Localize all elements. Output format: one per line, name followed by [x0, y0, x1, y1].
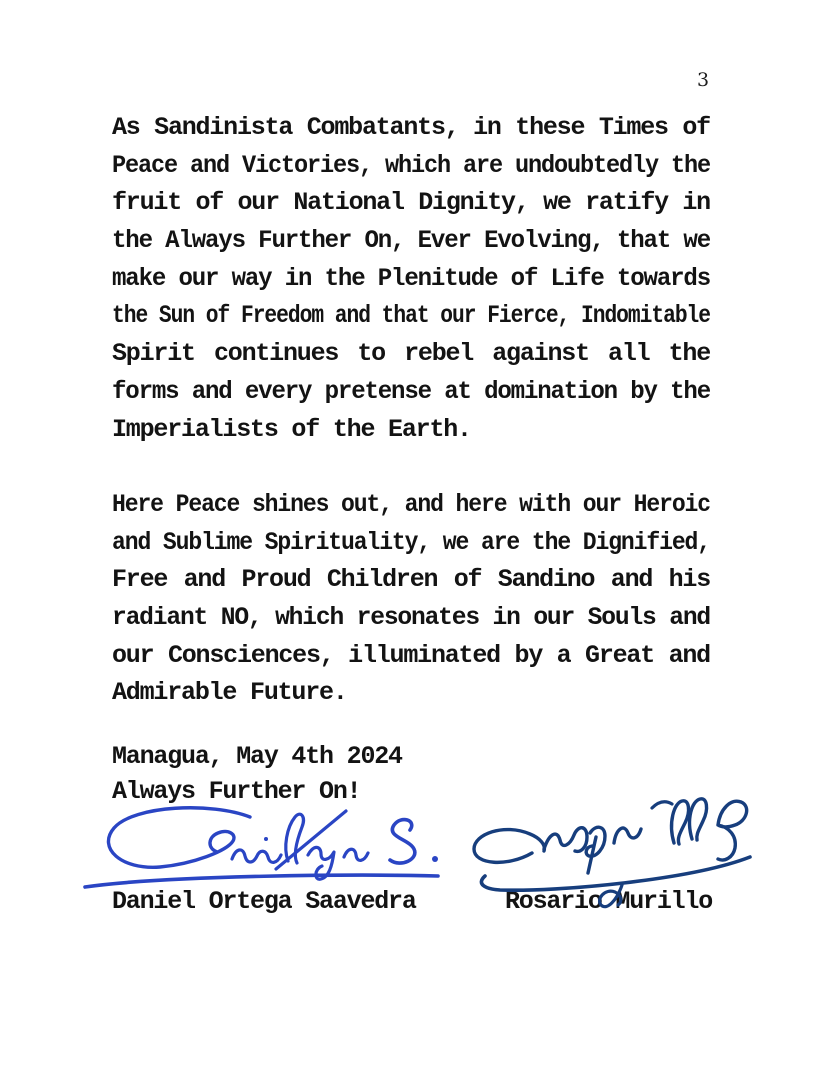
- signatory-name-daniel-ortega: Daniel Ortega Saavedra: [112, 887, 416, 916]
- text-line: the Always Further On, Ever Evolving, that we: [112, 226, 710, 256]
- text-line: our Consciences, illuminated by a Great and: [112, 640, 710, 670]
- text-line: Peace and Victories, which are undoubtedly the: [112, 150, 710, 180]
- daniel-ortega-signature: [80, 803, 448, 899]
- closing-date-line: Managua, May 4th 2024: [112, 742, 402, 771]
- text-line: and Sublime Spirituality, we are the Dignified,: [112, 527, 710, 557]
- text-line: Free and Proud Children of Sandino and his: [112, 565, 710, 595]
- rosario-murillo-signature: [466, 791, 763, 925]
- text-line: Spirit continues to rebel against all the: [112, 339, 710, 369]
- closing-motto-line: Always Further On!: [112, 777, 361, 806]
- text-line: radiant NO, which resonates in our Souls and: [112, 603, 710, 633]
- body-paragraph-2: [112, 486, 710, 712]
- page-number: 3: [697, 69, 710, 91]
- signatory-name-rosario-murillo: Rosario Murillo: [505, 887, 713, 916]
- text-line: the Sun of Freedom and that our Fierce, Indomitable: [112, 301, 710, 331]
- text-line: fruit of our National Dignity, we ratify in: [112, 188, 710, 218]
- text-line: make our way in the Plenitude of Life towards: [112, 263, 710, 293]
- text-line: Here Peace shines out, and here with our Heroic: [112, 490, 710, 519]
- text-line: Imperialists of the Earth.: [112, 414, 471, 444]
- text-line: forms and every pretense at domination by the: [112, 376, 710, 406]
- body-paragraph-1: [112, 109, 710, 448]
- text-line: As Sandinista Combatants, in these Times of: [112, 113, 710, 142]
- text-line: Admirable Future.: [112, 678, 347, 708]
